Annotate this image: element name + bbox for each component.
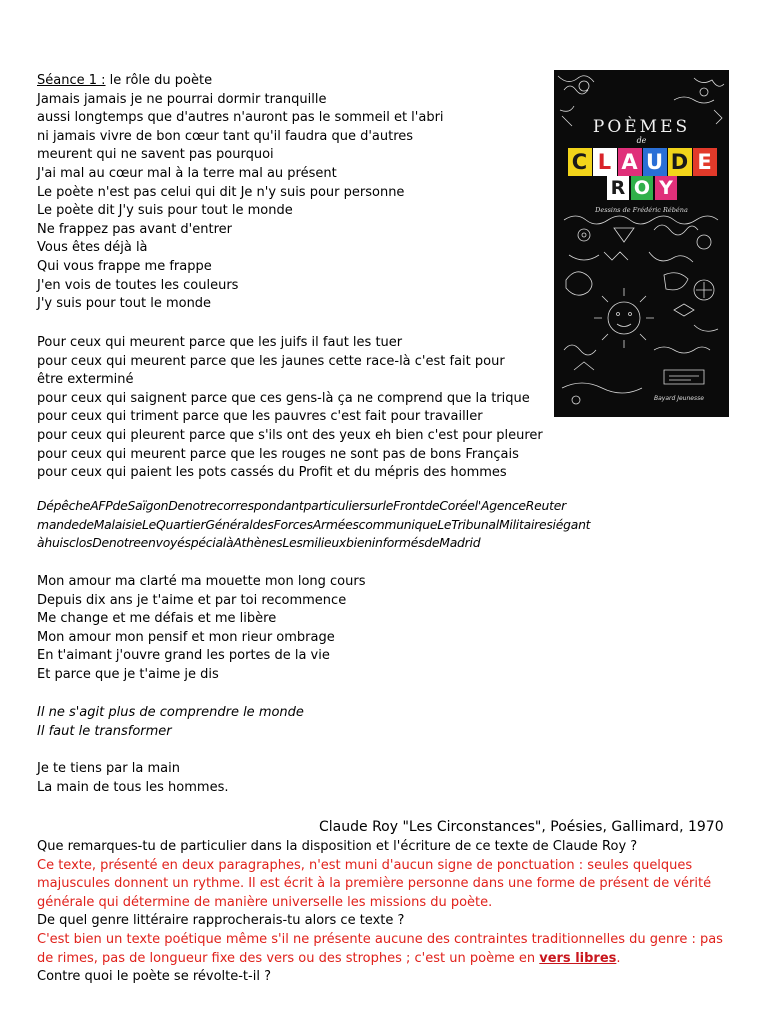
poem-line: pour ceux qui triment parce que les pauvres c'est fait pour travailler: [37, 409, 483, 425]
session-title: le rôle du poète: [105, 73, 213, 88]
poem-line: Jamais jamais je ne pourrai dormir tranquille: [37, 91, 327, 107]
poem-line: pour ceux qui meurent parce que les rouges ne sont pas de bons Français: [37, 446, 519, 462]
cover-letter-tile: D: [668, 148, 692, 176]
source-citation: Claude Roy "Les Circonstances", Poésies, Gallimard, 1970: [319, 819, 724, 835]
poem-line: aussi longtemps que d'autres n'auront pas le sommeil et l'abri: [37, 110, 444, 126]
poem-line: meurent qui ne savent pas pourquoi: [37, 147, 274, 163]
cover-letter-tile: C: [568, 148, 592, 176]
session-heading: [37, 72, 444, 91]
poem-stanza-5: [37, 760, 228, 797]
poem-line: Il ne s'agit plus de comprendre le monde: [37, 705, 304, 720]
answer-2: [37, 931, 737, 968]
cover-author-first-name: [562, 148, 722, 178]
poem-line: Ne frappez pas avant d'entrer: [37, 221, 232, 237]
cover-letter-tile: O: [631, 176, 653, 200]
poem-stanza-1: [37, 72, 444, 314]
poem-stanza-3: [37, 573, 365, 685]
dispatch-line: àhuisclosDenotreenvoyéspécialàAthènesLesmilieuxbieninformésdeMadrid: [37, 535, 481, 551]
question-2: De quel genre littéraire rapprocherais-tu alors ce texte ?: [37, 913, 405, 929]
cover-author-last-name: [602, 176, 682, 202]
cover-letter-tile: U: [643, 148, 667, 176]
dispatch-line: DépêcheAFPdeSaïgonDenotrecorrespondantparticuliersurleFrontdeCoréel'AgenceReuter: [37, 498, 566, 513]
poem-line: J'y suis pour tout le monde: [37, 296, 212, 312]
poem-line: Le poète dit J'y suis pour tout le monde: [37, 203, 293, 219]
poem-line: Qui vous frappe me frappe: [37, 258, 212, 274]
poem-line: pour ceux qui meurent parce que les jaunes cette race-là c'est fait pour: [37, 353, 505, 369]
poem-line: ni jamais vivre de bon cœur tant qu'il faudra que d'autres: [37, 128, 414, 144]
poem-line: pour ceux qui paient les pots cassés du Profit et du mépris des hommes: [37, 465, 507, 481]
cover-letter-tile: L: [593, 148, 617, 176]
poem-line: Depuis dix ans je t'aime et par toi recommence: [37, 592, 347, 608]
poem-line: Mon amour ma clarté ma mouette mon long cours: [37, 574, 366, 589]
book-cover-image: [554, 70, 729, 417]
poem-line: pour ceux qui saignent parce que ces gens-là ça ne comprend que la trique: [37, 390, 530, 406]
cover-letter-tile: Y: [655, 176, 677, 200]
vers-libres-highlight: vers libres: [539, 950, 617, 966]
poem-line: Vous êtes déjà là: [37, 240, 148, 256]
poem-stanza-2: [37, 334, 543, 483]
poem-line: La main de tous les hommes.: [37, 779, 229, 795]
cover-letter-tile: A: [618, 148, 642, 176]
question-1: Que remarques-tu de particulier dans la disposition et l'écriture de ce texte de Claude Roy ?: [37, 839, 638, 854]
session-label: Séance 1 :: [37, 73, 106, 88]
questions-section: [37, 838, 737, 987]
poem-line: être exterminé: [37, 372, 134, 388]
cover-publisher: Bayard Jeunesse: [654, 395, 704, 402]
poem-line: pour ceux qui pleurent parce que s'ils ont des yeux eh bien c'est pour pleurer: [37, 427, 543, 443]
cover-illustrator-credit: Dessins de Frédéric Rébéna: [595, 206, 688, 214]
poem-line: Le poète n'est pas celui qui dit Je n'y suis pour personne: [37, 184, 405, 200]
poem-line: J'ai mal au cœur mal à la terre mal au présent: [37, 165, 337, 181]
answer-2-text: C'est bien un texte poétique même s'il ne présente aucune des contraintes traditionnelles du genre : pas de rimes, pas de longueur fixe des vers ou des strophes ; c'est un poème en: [37, 931, 723, 966]
cover-letter-tile: E: [693, 148, 717, 176]
answer-1: Ce texte, présenté en deux paragraphes, n'est muni d'aucun signe de ponctuation : seules quelques majuscules donnent un rythme. Il est écrit à la première personne dans une forme de présent de vérité générale qui détermine de manière universelle les missions du poète.: [37, 857, 712, 910]
cover-de-label: de: [636, 136, 647, 145]
poem-line: J'en vois de toutes les couleurs: [37, 277, 239, 293]
news-dispatch-block: [37, 497, 590, 553]
cover-poemes-title: POÈMES: [592, 117, 691, 137]
question-3: Contre quoi le poète se révolte-t-il ?: [37, 969, 271, 985]
poem-line: Me change et me défais et me libère: [37, 611, 277, 627]
poem-line: En t'aimant j'ouvre grand les portes de la vie: [37, 648, 330, 664]
poem-line: Il faut le transformer: [37, 723, 172, 739]
poem-line: Pour ceux qui meurent parce que les juifs il faut les tuer: [37, 335, 403, 350]
dispatch-line: mandedeMalaisieLeQuartierGénéraldesForcesArméescommuniqueLeTribunalMilitairesiégant: [37, 516, 591, 532]
poem-line: Et parce que je t'aime je dis: [37, 666, 219, 682]
poem-stanza-4: [37, 704, 304, 741]
poem-line: Mon amour mon pensif et mon rieur ombrage: [37, 629, 335, 645]
cover-letter-tile: R: [607, 176, 629, 200]
answer-2-end: .: [616, 950, 621, 966]
poem-line: Je te tiens par la main: [37, 761, 180, 776]
